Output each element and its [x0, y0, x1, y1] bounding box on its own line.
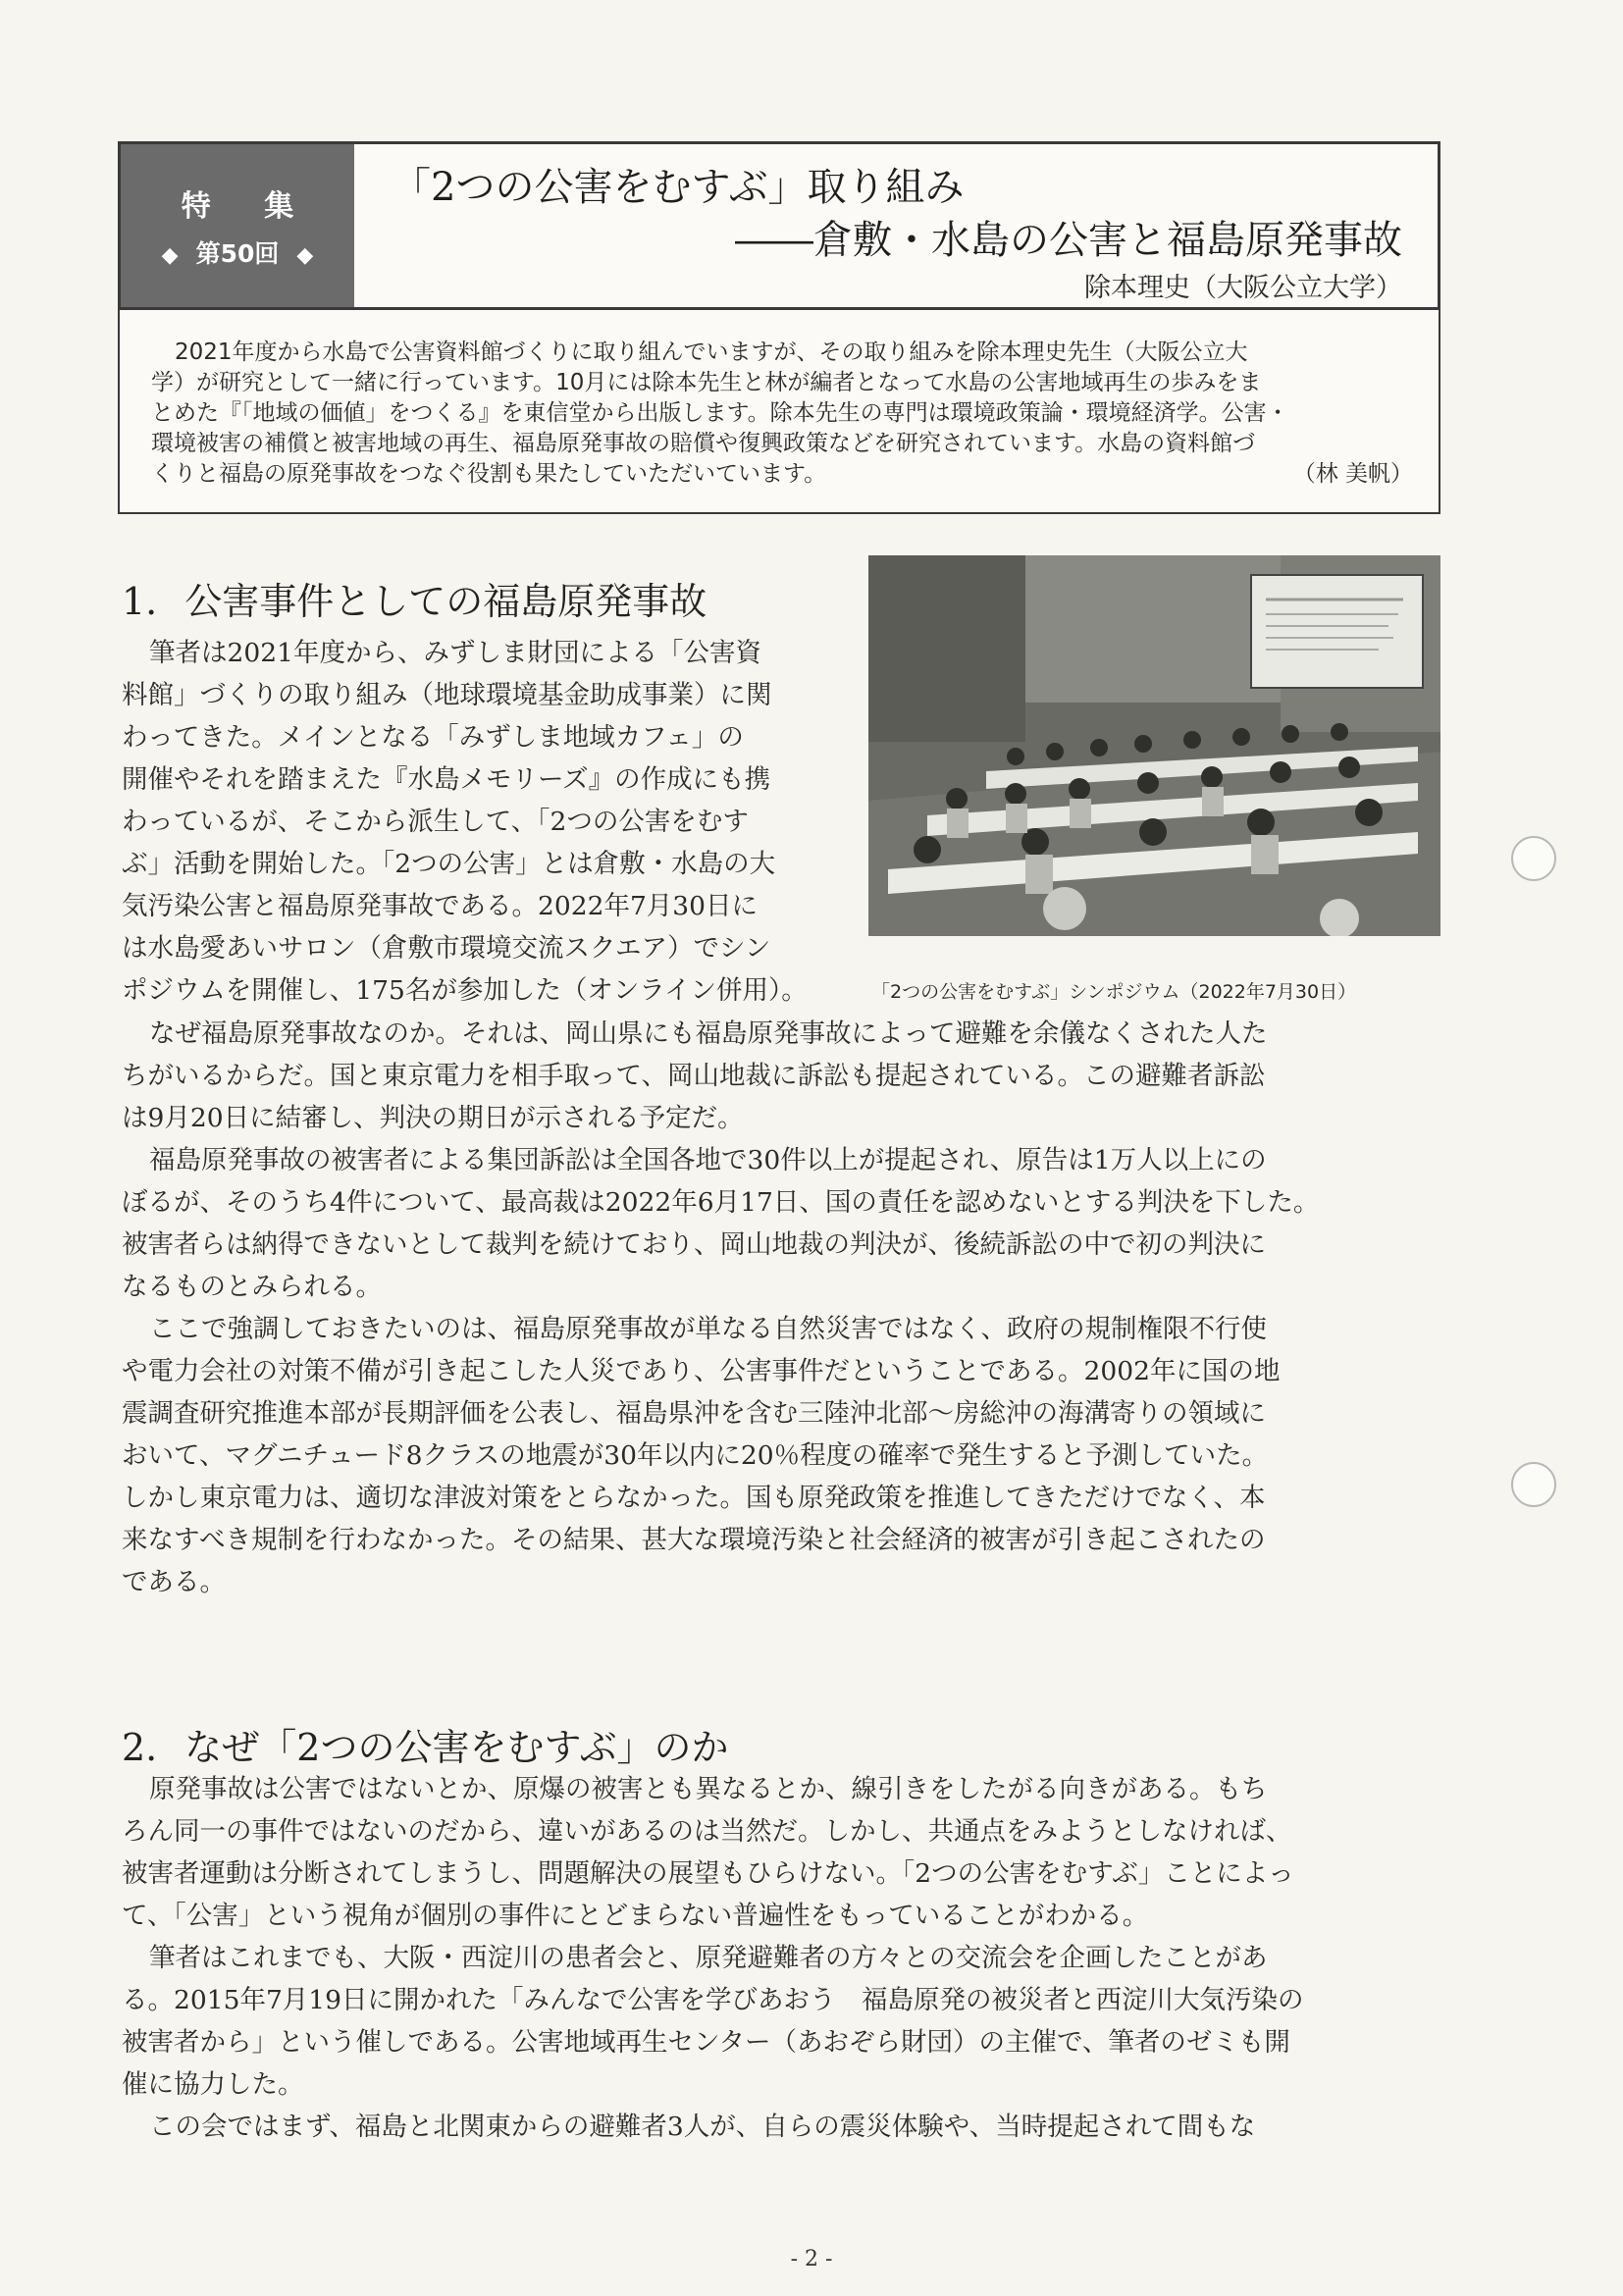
paragraph-line: おいて、マグニチュード8クラスの地震が30年以内に20％程度の確率で発生すると予測していた。 [122, 1440, 1269, 1471]
paragraph-line: 筆者はこれまでも、大阪・西淀川の患者会と、原発避難者の方々との交流会を企画したことがあ [149, 1943, 1268, 1973]
paragraph-line: ちがいるからだ。国と東京電力を相手取って、岡山地裁に訴訟も提起されている。この避難者訴訟 [122, 1061, 1266, 1091]
section-1-heading [122, 571, 707, 625]
issue-label [121, 235, 354, 270]
photo-caption: 「2つの公害をむすぶ」シンポジウム（2022年7月30日） [871, 981, 1357, 1003]
diamond-icon: ◆ [161, 243, 179, 268]
paragraph-line: は水島愛あいサロン（倉敷市環境交流スクエア）でシン [122, 933, 771, 964]
symposium-photo-image [868, 555, 1440, 936]
feature-label: 特 集 [181, 189, 316, 224]
paragraph-line: ろん同一の事件ではないのだから、違いがあるのは当然だ。しかし、共通点をみようとしなければ、 [122, 1816, 1292, 1847]
paragraph-line: 震調査研究推進本部が長期評価を公表し、福島県沖を含む三陸沖北部〜房総沖の海溝寄りの領域に [122, 1398, 1266, 1429]
page-number: - 2 - [790, 2247, 833, 2271]
section-2-text [122, 1768, 1446, 2148]
paragraph-line: て、「公害」という視角が個別の事件にとどまらない普遍性をもっていることがわかる。 [122, 1901, 1149, 1931]
paragraph-line: 原発事故は公害ではないとか、原爆の被害とも異なるとか、線引きをしたがる向きがある。もち [149, 1774, 1268, 1804]
paragraph-line: わっているが、そこから派生して、「2つの公害をむす [122, 807, 749, 837]
paragraph-line: は9月20日に結審し、判決の期日が示される予定だ。 [122, 1103, 744, 1133]
paragraph-line: ここで強調しておきたいのは、福島原発事故が単なる自然災害ではなく、政府の規制権限不行使 [149, 1314, 1267, 1344]
paragraph-line: しかし東京電力は、適切な津波対策をとらなかった。国も原発政策を推進してきただけでなく、本 [122, 1483, 1266, 1513]
paragraph-line: 福島原発事故の被害者による集団訴訟は全国各地で30件以上が提起され、原告は1万人以上にの [149, 1145, 1267, 1175]
paragraph-line: わってきた。メインとなる「みずしま地域カフェ」の [122, 722, 744, 753]
section-number: 1. [122, 580, 158, 623]
paragraph-line: る。2015年7月19日に開かれた「みんなで公害を学びあおう 福島原発の被災者と西淀川大気汚染の [122, 1985, 1304, 2015]
paragraph-line: 筆者は2021年度から、みずしま財団による「公害資 [149, 638, 761, 668]
section-2-heading [122, 1717, 729, 1771]
intro-line: とめた『「地域の価値」をつくる』を東信堂から出版します。除本先生の専門は環境政策論・環境経済学。公害・ [151, 400, 1289, 426]
issue-number: 第50回 [195, 239, 280, 268]
paragraph-line: ぶ」活動を開始した。「2つの公害」とは倉敷・水島の大 [122, 849, 776, 879]
paragraph-line: 開催やそれを踏まえた『水島メモリーズ』の作成にも携 [122, 764, 771, 795]
symposium-photo [868, 555, 1440, 936]
paragraph-line: ポジウムを開催し、175名が参加した（オンライン併用）。 [122, 975, 808, 1006]
diamond-icon: ◆ [296, 243, 314, 268]
article-author: 除本理史（大阪公立大学） [1084, 273, 1402, 303]
paragraph-line: 気汚染公害と福島原発事故である。2022年7月30日に [122, 891, 759, 921]
intro-box [118, 310, 1440, 514]
intro-signature: （林 美帆） [1292, 461, 1413, 487]
paragraph-line: や電力会社の対策不備が引き起こした人災であり、公害事件だということである。2002年に国の地 [122, 1356, 1281, 1386]
article-title: 「2つの公害をむすぶ」取り組み [392, 165, 965, 210]
intro-line: 学）が研究として一緒に行っています。10月には除本先生と林が編者となって水島の公害地域再生の歩みをま [151, 370, 1262, 395]
paragraph-line: なるものとみられる。 [122, 1272, 382, 1302]
paragraph-line: ぼるが、そのうち4件について、最高裁は2022年6月17日、国の責任を認めないとする判決を下した。 [122, 1187, 1320, 1218]
intro-line: くりと福島の原発事故をつなぐ役割も果たしていただいています。 [151, 461, 827, 487]
paragraph-line: 料館」づくりの取り組み（地球環境基金助成事業）に関 [122, 680, 772, 710]
section-1-wide-text [122, 1013, 1446, 1603]
paragraph-line: 催に協力した。 [122, 2069, 304, 2100]
feature-tag [121, 144, 354, 307]
section-title: 公害事件としての福島原発事故 [184, 580, 707, 623]
intro-line: 2021年度から水島で公害資料館づくりに取り組んでいますが、その取り組みを除本理史先生（大阪公立大 [175, 339, 1248, 365]
paragraph-line: この会ではまず、福島と北関東からの避難者3人が、自らの震災体験や、当時提起されて間もな [149, 2112, 1256, 2142]
paragraph-line: なぜ福島原発事故なのか。それは、岡山県にも福島原発事故によって避難を余儀なくされた人た [149, 1018, 1268, 1049]
punch-hole [1511, 1462, 1556, 1507]
paragraph-line: 被害者らは納得できないとして裁判を続けており、岡山地裁の判決が、後続訴訟の中で初の判決に [122, 1229, 1266, 1260]
article-subtitle: ――倉敷・水島の公害と福島原発事故 [735, 218, 1402, 263]
section-title: なぜ「2つの公害をむすぶ」のか [184, 1726, 729, 1769]
section-number: 2. [122, 1726, 158, 1769]
paragraph-line: 被害者から」という催しである。公害地域再生センター（あおぞら財団）の主催で、筆者のゼミも開 [122, 2027, 1290, 2058]
section-1-narrow-text [122, 632, 858, 1012]
paragraph-line: である。 [122, 1567, 226, 1597]
punch-hole [1511, 836, 1556, 881]
paragraph-line: 来なすべき規制を行わなかった。その結果、甚大な環境汚染と社会経済的被害が引き起こされたの [122, 1525, 1266, 1555]
paragraph-line: 被害者運動は分断されてしまうし、問題解決の展望もひらけない。「2つの公害をむすぶ」ことによっ [122, 1858, 1294, 1889]
intro-line: 環境被害の補償と被害地域の再生、福島原発事故の賠償や復興政策などを研究されています。水島の資料館づ [151, 431, 1256, 456]
article-header [118, 141, 1440, 310]
